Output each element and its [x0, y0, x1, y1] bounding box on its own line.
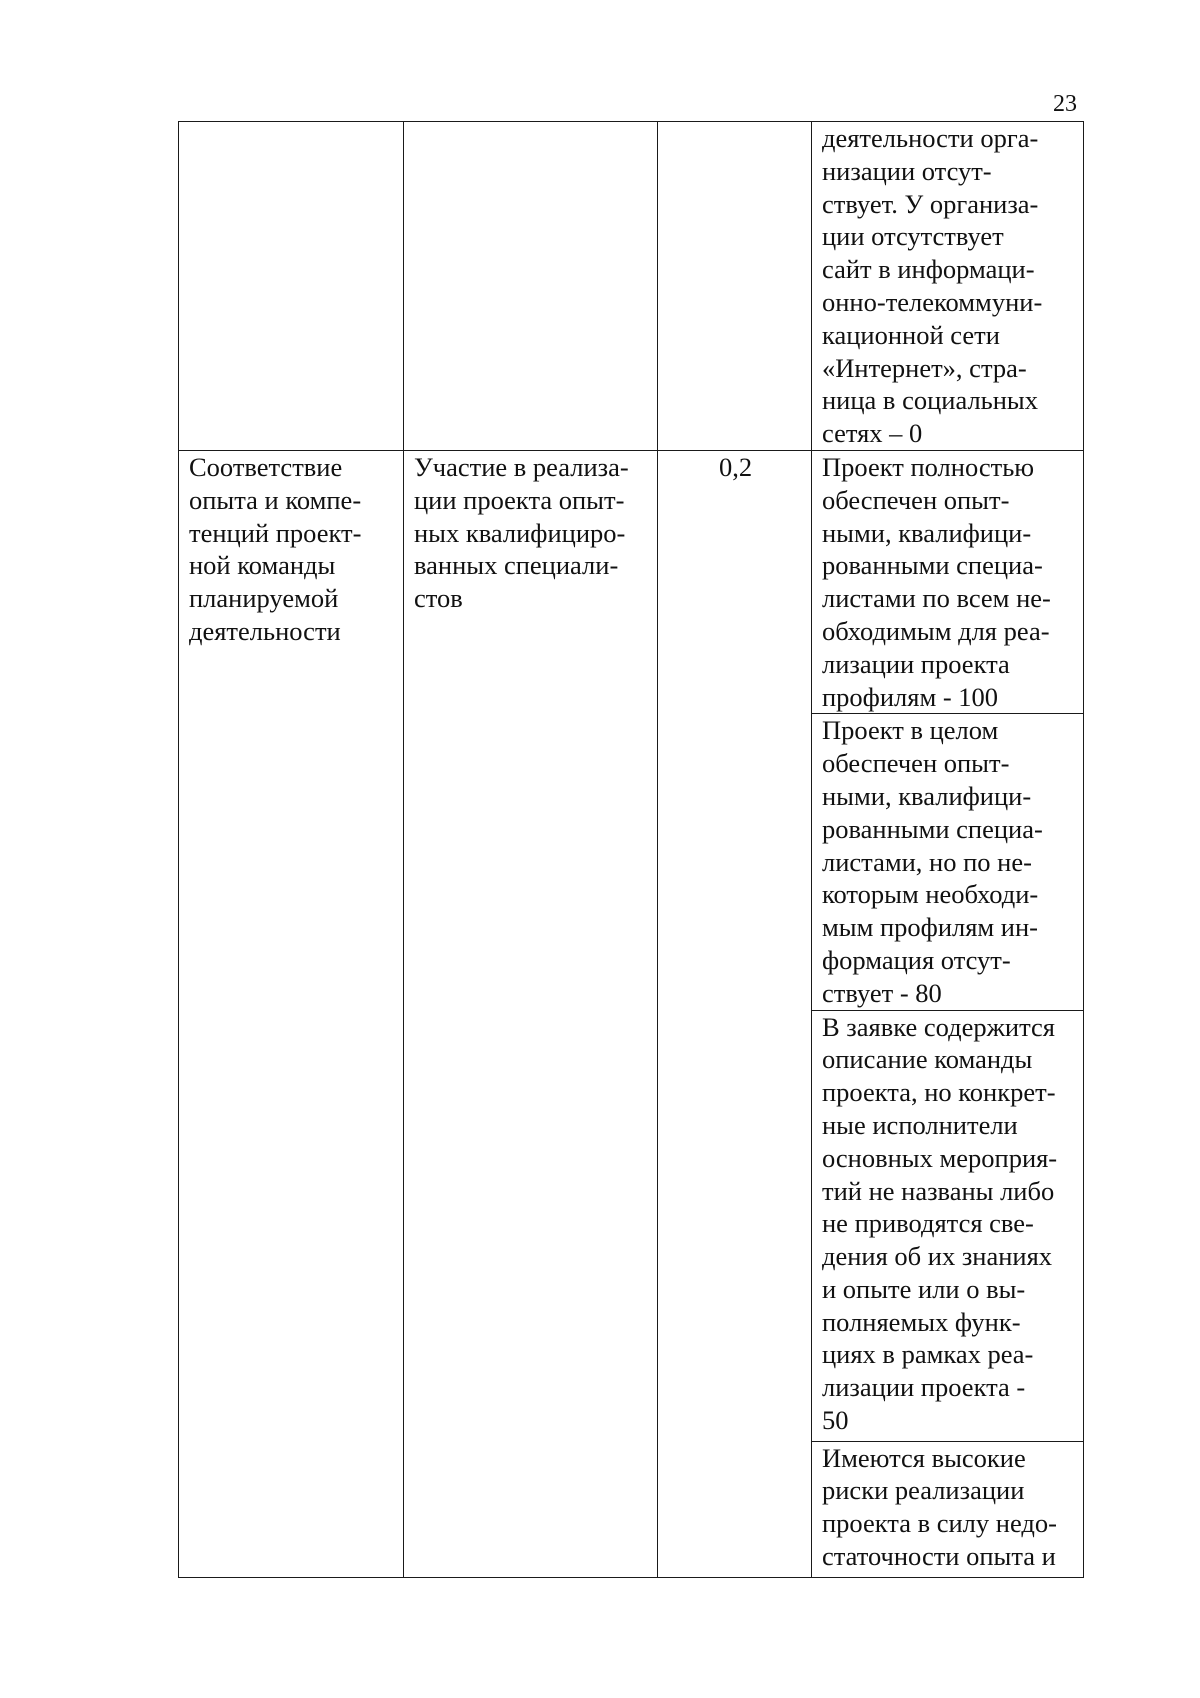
table-row: [179, 450, 1084, 713]
indicator-cell: Участие в реализа- ции проекта опыт- ных квалифициро- ванных специали- стов: [404, 450, 658, 1577]
score-description-cell: деятельности орга- низации отсут- ствует. У организа- ции отсутствует сайт в информаци- онно-телекоммуни- кационной сети «Интернет», стра- ница в социальных сетях – 0: [812, 122, 1084, 451]
weight-cell-empty: [658, 122, 812, 451]
weight-cell: 0,2: [658, 450, 812, 1577]
page-number: 23: [1053, 91, 1077, 117]
indicator-cell-empty: [404, 122, 658, 451]
criterion-cell-empty: [179, 122, 404, 451]
score-description-cell: Проект в целом обеспечен опыт- ными, квалифици- рованными специа- листами, но по не- которым необходи- мым профилям ин- формация отсут- ствует - 80: [812, 714, 1084, 1010]
score-description-cell: Проект полностью обеспечен опыт- ными, квалифици- рованными специа- листами по всем не- обходимым для реа- лизации проекта профилям - 100: [812, 450, 1084, 713]
score-description-cell: Имеются высокие риски реализации проекта в силу недо- статочности опыта и: [812, 1441, 1084, 1577]
table-row: [179, 122, 1084, 451]
criteria-table: [178, 121, 1084, 1578]
score-description-cell: В заявке содержится описание команды проекта, но конкрет- ные исполнители основных мероприя- тий не названы либо не приводятся све- дения об их знаниях и опыте или о вы- полняемых функ- циях в рамках реа- лизации проекта - 50: [812, 1010, 1084, 1441]
criterion-cell: Соответствие опыта и компе- тенций проект- ной команды планируемой деятельности: [179, 450, 404, 1577]
